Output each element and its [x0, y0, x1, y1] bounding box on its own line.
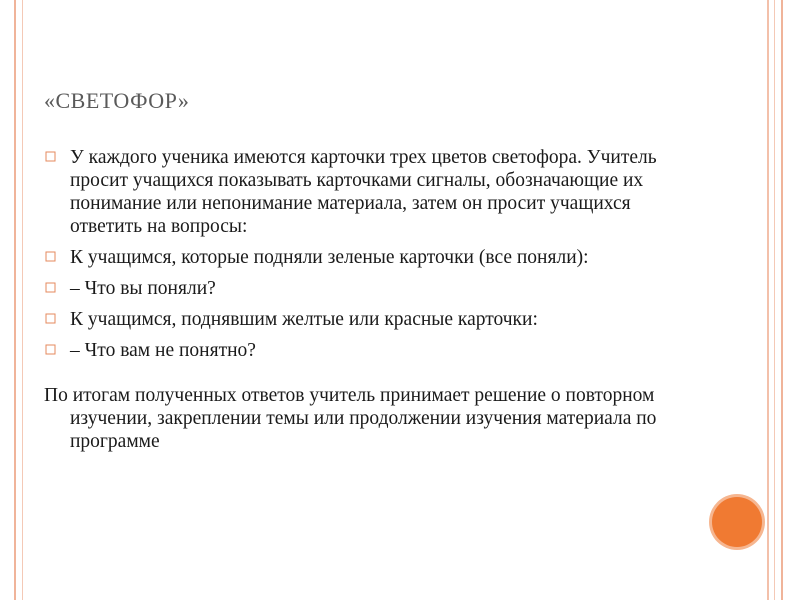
bullet-square-icon [45, 151, 57, 163]
bullet-square-icon [45, 313, 57, 325]
summary-paragraph: По итогам полученных ответов учитель принимает решение о повторном изучении, закреплении темы или продолжении изучения материала по программе [44, 385, 657, 452]
bullet-square-icon [45, 251, 57, 263]
decorative-circle [712, 497, 762, 547]
bullet-square-icon [45, 282, 57, 294]
bullet-item [44, 308, 694, 331]
bullet-item [44, 246, 694, 269]
bullet-text: У каждого ученика имеются карточки трех цветов светофора. Учитель просит учащихся показывать карточками сигналы, обозначающие их понимание или непонимание материала, затем он просит учащихся ответить на вопросы: [70, 147, 657, 237]
bullet-text: К учащимся, поднявшим желтые или красные карточки: [70, 309, 538, 330]
slide-frame-accent [767, 0, 769, 600]
bullet-square-icon [45, 344, 57, 356]
bullet-item [44, 146, 694, 238]
bullet-item [44, 277, 694, 300]
slide-title: «СВЕТОФОР» [44, 88, 190, 113]
bullet-text: – Что вы поняли? [70, 278, 216, 299]
slide-content [44, 146, 694, 453]
bullet-text: К учащимся, которые подняли зеленые карточки (все поняли): [70, 247, 589, 268]
bullet-item [44, 339, 694, 362]
bullet-list [44, 146, 694, 362]
bullet-text: – Что вам не понятно? [70, 340, 256, 361]
